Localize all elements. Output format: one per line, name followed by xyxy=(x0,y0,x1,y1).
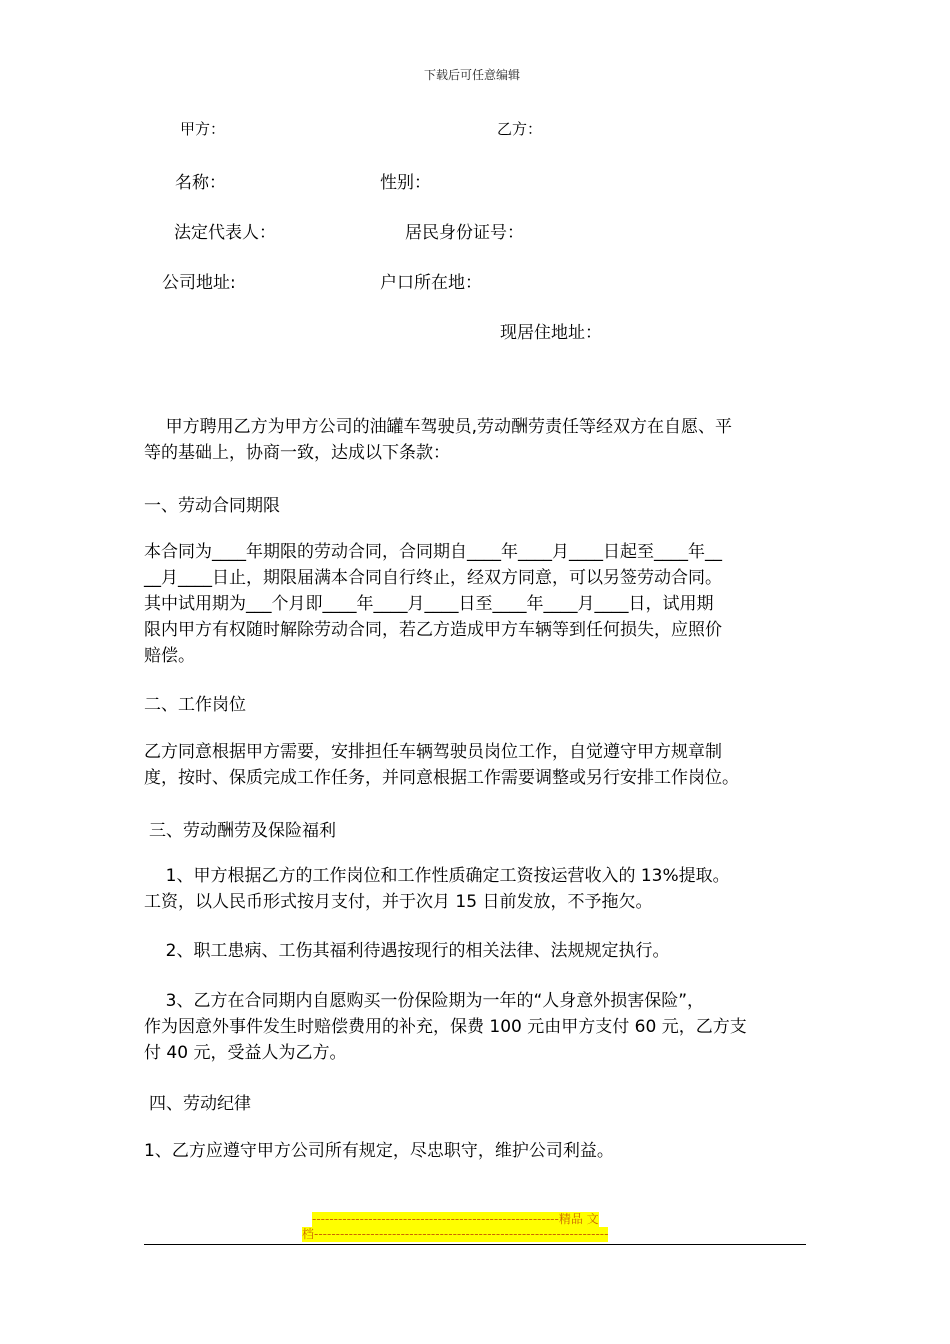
name-label: 名称： xyxy=(175,173,226,193)
section-2-line-1: 乙方同意根据甲方需要，安排担任车辆驾驶员岗位工作，自觉遵守甲方规章制 xyxy=(144,742,722,762)
section-3-item-3-line-2: 作为因意外事件发生时赔偿费用的补充，保费 100 元由甲方支付 60 元，乙方支 xyxy=(144,1017,747,1037)
section-3-item-3-line-3: 付 40 元，受益人为乙方。 xyxy=(144,1043,347,1063)
section-1-line-1: 本合同为____年期限的劳动合同，合同期自____年____月____日起至____年__ xyxy=(144,542,722,562)
section-1-line-5: 赔偿。 xyxy=(144,646,195,666)
id-number-label: 居民身份证号： xyxy=(405,223,524,243)
gender-label: 性别： xyxy=(380,173,431,193)
intro-line-2: 等的基础上，协商一致，达成以下条款： xyxy=(144,443,450,463)
section-3-item-3-line-1: 3、乙方在合同期内自愿购买一份保险期为一年的“人身意外损害保险”， xyxy=(144,991,705,1011)
footer-watermark-line-1: ---------------------------------------------------------精品 文 xyxy=(312,1212,599,1226)
current-address-label: 现居住地址： xyxy=(500,323,602,343)
page-header: 下载后可任意编辑 xyxy=(424,68,521,82)
footer-watermark-line-2: 档-------------------------------------------------------------------- xyxy=(302,1227,609,1241)
section-4-title: 四、劳动纪律 xyxy=(149,1094,251,1114)
legal-rep-label: 法定代表人： xyxy=(174,223,276,243)
section-1-title: 一、劳动合同期限 xyxy=(144,496,280,516)
party-b-label: 乙方： xyxy=(497,120,543,138)
section-3-title: 三、劳动酬劳及保险福利 xyxy=(149,821,336,841)
footer-rule xyxy=(144,1244,806,1245)
intro-line-1: 甲方聘用乙方为甲方公司的油罐车驾驶员,劳动酬劳责任等经双方在自愿、平 xyxy=(144,417,733,437)
section-3-item-1-line-1: 1、甲方根据乙方的工作岗位和工作性质确定工资按运营收入的 13%提取。 xyxy=(144,866,730,886)
company-address-label: 公司地址: xyxy=(162,273,236,293)
section-3-item-1-line-2: 工资，以人民币形式按月支付，并于次月 15 日前发放，不予拖欠。 xyxy=(144,892,653,912)
section-1-line-2: __月____日止，期限届满本合同自行终止，经双方同意，可以另签劳动合同。 xyxy=(144,568,722,588)
household-address-label: 户口所在地： xyxy=(380,273,482,293)
section-3-item-2: 2、职工患病、工伤其福利待遇按现行的相关法律、法规规定执行。 xyxy=(144,941,670,961)
section-4-item-1: 1、乙方应遵守甲方公司所有规定，尽忠职守，维护公司利益。 xyxy=(144,1141,614,1161)
section-2-title: 二、工作岗位 xyxy=(144,695,246,715)
section-2-line-2: 度，按时、保质完成工作任务，并同意根据工作需要调整或另行安排工作岗位。 xyxy=(144,768,739,788)
section-1-line-4: 限内甲方有权随时解除劳动合同，若乙方造成甲方车辆等到任何损失，应照价 xyxy=(144,620,722,640)
party-a-label: 甲方： xyxy=(180,120,226,138)
section-1-line-3: 其中试用期为___个月即____年____月____日至____年____月____日，试用期 xyxy=(144,594,714,614)
